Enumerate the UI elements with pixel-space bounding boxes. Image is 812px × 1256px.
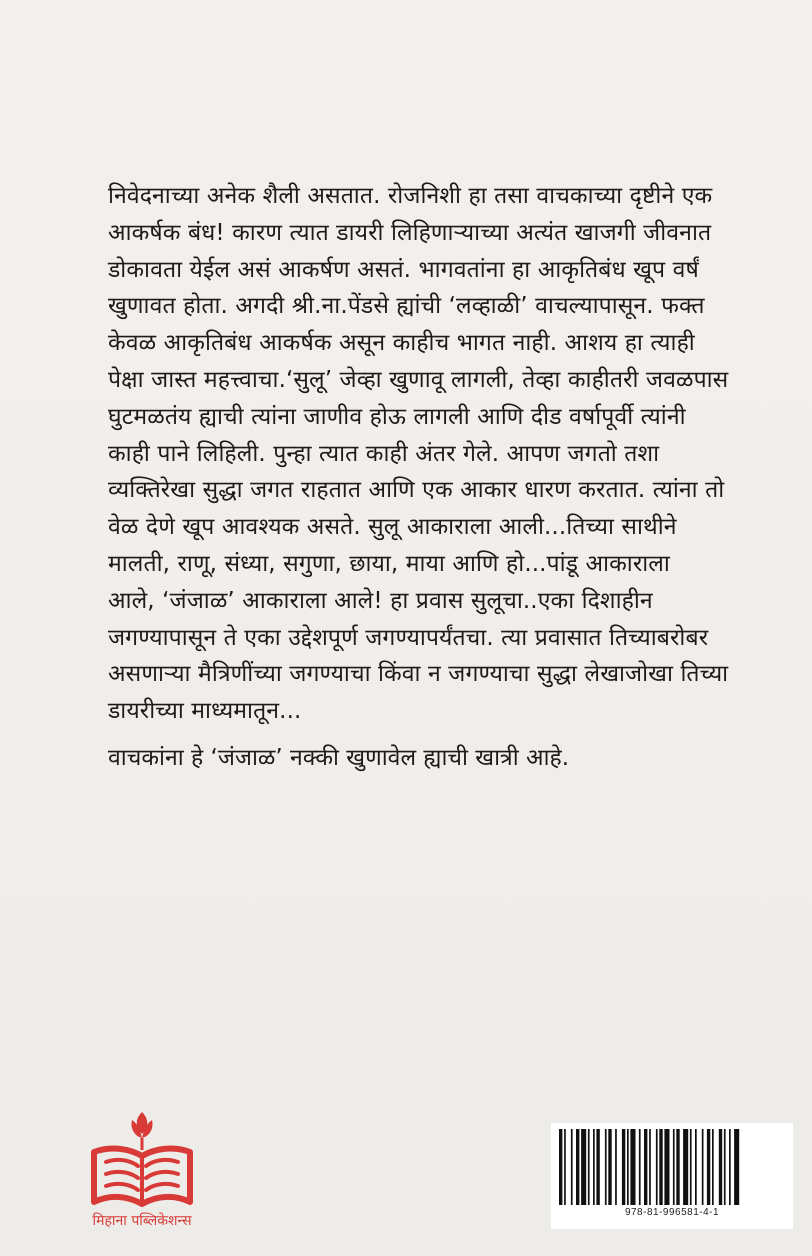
blurb-line: पेक्षा जास्त महत्त्वाचा.‘सुलू’ जेव्हा खुणावू लागली, तेव्हा काहीतरी जवळपास	[108, 366, 729, 393]
barcode-bar	[622, 1129, 625, 1205]
barcode-bar	[608, 1129, 611, 1205]
barcode-bar	[588, 1129, 590, 1205]
barcode-bar	[712, 1129, 714, 1205]
barcode-bar	[627, 1129, 629, 1205]
closing-line: वाचकांना हे ‘जंजाळ’ नक्की खुणावेल ह्याची खात्री आहे.	[108, 744, 570, 771]
blurb-line: वेळ देणे खूप आवश्यक असते. सुलू आकाराला आली...तिच्या साथीने	[108, 514, 677, 541]
barcode-bar	[615, 1129, 617, 1205]
barcode	[551, 1123, 793, 1229]
barcode-bar	[649, 1129, 651, 1205]
barcode-bar	[559, 1129, 562, 1205]
barcode-bar	[719, 1129, 722, 1205]
barcode-bar	[639, 1129, 641, 1205]
barcode-bar	[724, 1129, 726, 1205]
blurb-line: मालती, राणू, संध्या, सगुणा, छाया, माया आणि हो...पांडू आकाराला	[108, 550, 670, 577]
barcode-bar	[571, 1129, 573, 1205]
blurb-line: डायरीच्या माध्यमातून...	[108, 698, 302, 725]
blurb-line: व्यक्तिरेखा सुद्धा जगत राहतात आणि एक आकार धारण करतात. त्यांना तो	[108, 477, 725, 504]
blurb-line: केवळ आकृतिबंध आकर्षक असून काहीच भागत नाही. आशय हा त्याही	[108, 330, 695, 357]
open-book-tulip-icon	[88, 1108, 196, 1208]
isbn-number: 978-81-996581-4-1	[624, 1207, 720, 1218]
blurb-line: घुटमळतंय ह्याची त्यांना जाणीव होऊ लागली आणि दीड वर्षापूर्वी त्यांनी	[108, 403, 686, 430]
barcode-bar	[673, 1129, 675, 1205]
barcode-bar	[702, 1129, 704, 1205]
barcode-bar	[659, 1129, 662, 1205]
barcode-bar	[695, 1129, 697, 1205]
barcode-bar	[630, 1129, 635, 1205]
barcode-bar	[683, 1129, 688, 1205]
barcode-bar	[593, 1129, 595, 1205]
blurb-line: आले, ‘जंजाळ’ आकाराला आले! हा प्रवास सुलूचा..एका दिशाहीन	[108, 587, 653, 614]
barcode-bar	[690, 1129, 692, 1205]
blurb-line: निवेदनाच्या अनेक शैली असतात. रोजनिशी हा तसा वाचकाच्या दृष्टीने एक	[108, 183, 713, 209]
barcode-bar	[564, 1129, 566, 1205]
blurb-line: आकर्षक बंध! कारण त्यात डायरी लिहिणाऱ्याच्या अत्यंत खाजगी जीवनात	[108, 219, 712, 246]
barcode-bar	[656, 1129, 658, 1205]
barcode-bar	[734, 1129, 739, 1205]
blurb-line: असणाऱ्या मैत्रिणींच्या जगण्याचा किंवा न जगण्याचा सुद्धा लेखाजोखा तिच्या	[108, 661, 729, 688]
barcode-bar	[605, 1129, 607, 1205]
barcode-bar	[644, 1129, 647, 1205]
barcode-bar	[581, 1129, 586, 1205]
publisher-logo	[72, 1108, 212, 1218]
barcode-bar	[596, 1129, 599, 1205]
blurb-line: डोकावता येईल असं आकर्षण असतं. भागवतांना हा आकृतिबंध खूप वर्षं	[108, 256, 699, 283]
barcode-bar	[729, 1129, 731, 1205]
blurb-line: खुणावत होता. अगदी श्री.ना.पेंडसे ह्यांची ‘लव्हाळी’ वाचल्यापासून. फक्त	[108, 293, 705, 320]
barcode-bars	[557, 1129, 787, 1205]
publisher-name: मिहाना पब्लिकेशन्स	[92, 1213, 192, 1229]
blurb-line: काही पाने लिहिली. पुन्हा त्यात काही अंतर गेले. आपण जगतो तशा	[108, 440, 660, 467]
blurb-text	[108, 178, 778, 776]
barcode-bar	[576, 1129, 579, 1205]
barcode-bar	[664, 1129, 669, 1205]
barcode-bar	[707, 1129, 710, 1205]
blurb-line: जगण्यापासून ते एका उद्देशपूर्ण जगण्यापर्यंतचा. त्या प्रवासात तिच्याबरोबर	[108, 624, 709, 651]
barcode-bar	[676, 1129, 679, 1205]
